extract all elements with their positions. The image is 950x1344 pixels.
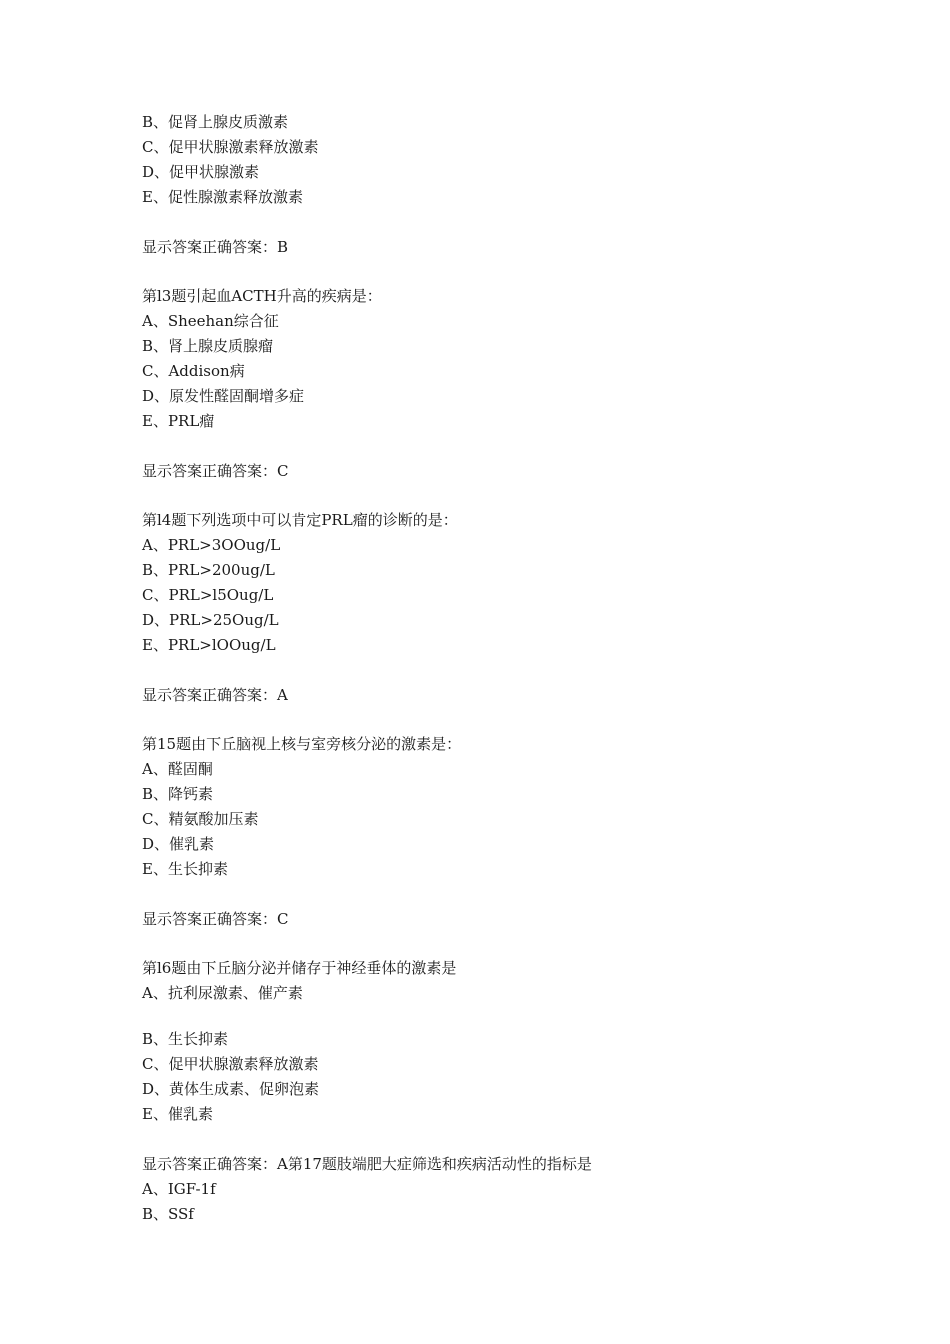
answer-option: B、SSf <box>142 1204 194 1223</box>
question-text: 第15题由下丘脑视上核与室旁核分泌的激素是： <box>142 735 462 753</box>
answer-line: 显示答案正确答案：A第17题肢端肥大症筛选和疾病活动性的指标是 <box>142 1154 592 1173</box>
answer-option: C、PRL>l5Oug/L <box>142 586 274 604</box>
answer-option: E、PRL>lOOug/L <box>142 636 276 654</box>
answer-option: D、催乳素 <box>142 835 215 853</box>
answer-option: E、催乳素 <box>142 1105 213 1123</box>
paragraph-gap <box>142 1006 902 1027</box>
answer-option: B、PRL>200ug/L <box>142 561 275 579</box>
answer-option: C、促甲状腺激素释放激素 <box>142 1055 319 1073</box>
paragraph-gap <box>142 260 902 285</box>
document-page <box>142 110 902 1227</box>
paragraph-gap <box>142 484 902 509</box>
answer-option: A、Sheehan综合征 <box>142 312 279 330</box>
answer-option: E、生长抑素 <box>142 860 228 878</box>
paragraph-gap <box>142 882 902 907</box>
answer-option: B、生长抑素 <box>142 1030 229 1048</box>
answer-option: C、促甲状腺激素释放激素 <box>142 138 319 156</box>
answer-option: B、降钙素 <box>142 785 214 803</box>
paragraph-gap <box>142 932 902 957</box>
answer-option: A、醛固酮 <box>142 760 213 778</box>
paragraph-gap <box>142 708 902 733</box>
answer-line: 显示答案正确答案：C <box>142 461 289 480</box>
answer-option: A、抗利尿激素、催产素 <box>142 984 303 1002</box>
answer-option: D、原发性醛固酮增多症 <box>142 387 305 405</box>
paragraph-gap <box>142 434 902 459</box>
paragraph-gap <box>142 1127 902 1152</box>
question-text: 第l6题由下丘脑分泌并储存于神经垂体的激素是 <box>142 959 457 977</box>
answer-option: C、Addison病 <box>142 362 245 380</box>
answer-option: D、PRL>25Oug/L <box>142 611 279 629</box>
answer-option: A、IGF-1f <box>142 1179 216 1198</box>
answer-line: 显示答案正确答案：B <box>142 237 289 256</box>
answer-option: D、黄体生成素、促卵泡素 <box>142 1080 320 1098</box>
answer-option: A、PRL>3OOug/L <box>142 536 281 554</box>
question-text: 第l3题引起血ACTH升高的疾病是： <box>142 287 382 305</box>
answer-option: B、促肾上腺皮质激素 <box>142 113 289 131</box>
paragraph-gap <box>142 210 902 235</box>
answer-option: B、肾上腺皮质腺瘤 <box>142 337 274 355</box>
answer-option: E、促性腺激素释放激素 <box>142 188 303 206</box>
paragraph-gap <box>142 658 902 683</box>
answer-line: 显示答案正确答案：A <box>142 685 288 704</box>
answer-option: C、精氨酸加压素 <box>142 810 259 828</box>
answer-line: 显示答案正确答案：C <box>142 909 289 928</box>
answer-option: D、促甲状腺激素 <box>142 163 260 181</box>
answer-option: E、PRL瘤 <box>142 412 215 430</box>
question-text: 第l4题下列选项中可以肯定PRL瘤的诊断的是： <box>142 511 458 529</box>
